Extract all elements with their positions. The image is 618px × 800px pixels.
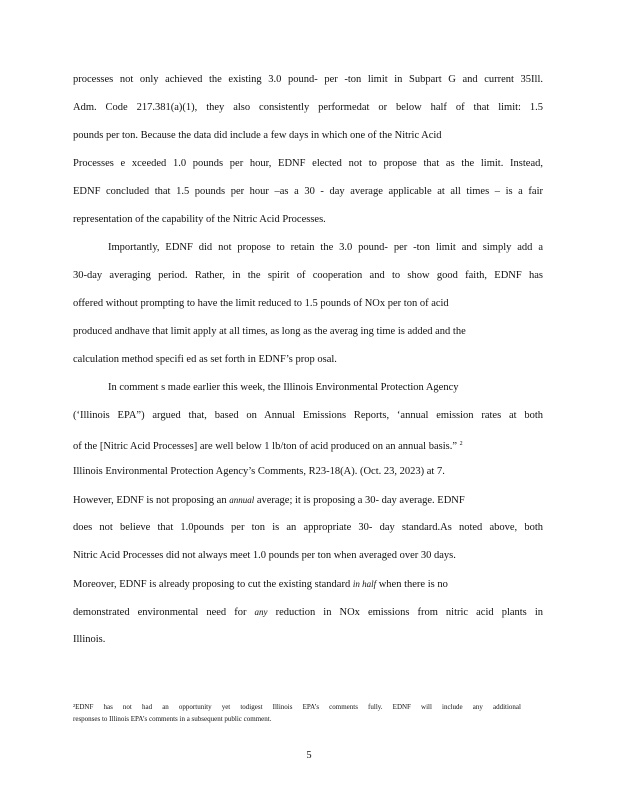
body-line [73,634,543,646]
line-text: average; it is proposing a 30- day average. EDNF [254,495,465,506]
line-text: calculation method specifi ed as set forth in EDNF’s prop osal. [73,354,337,365]
page-number: 5 [306,750,312,761]
body-line [73,214,543,226]
line-text: EDNF concluded that 1.5 pounds per hour –as a 30 - day average applicable at all times – is a fair [73,186,543,197]
body-line [73,158,543,170]
line-text: Adm. Code 217.381(a)(1), they also consistently performedat or below half of that limit: 1.5 [73,102,543,113]
body-line [73,550,543,562]
body-line [73,270,543,282]
body-line [73,606,543,619]
line-text: Illinois Environmental Protection Agency’s Comments, R23-18(A). (Oct. 23, 2023) at 7. [73,466,445,477]
line-text: Moreover, EDNF is already proposing to cut the existing standard [73,579,353,590]
line-text: of the [Nitric Acid Processes] are well below 1 lb/ton of acid produced on an annual basis.” [73,441,460,452]
body-line [73,578,543,591]
body-line [73,326,543,338]
line-text: produced andhave that limit apply at all times, as long as the averag ing time is added and the [73,326,466,337]
body-line [73,438,543,453]
line-text: Processes e xceeded 1.0 pounds per hour, EDNF elected not to propose that as the limit. Instead, [73,158,543,169]
body-line [73,494,543,507]
line-text: 30-day averaging period. Rather, in the spirit of cooperation and to show good faith, EDNF has [73,270,543,281]
line-text: However, EDNF is not proposing an [73,495,230,506]
line-text: processes not only achieved the existing 3.0 pound- per -ton limit in Subpart G and current 35Ill. [73,74,543,85]
emphasized-text: annual [229,495,255,505]
body-line [73,466,543,478]
line-text: pounds per ton. Because the data did include a few days in which one of the Nitric Acid [73,130,442,141]
line-text: Importantly, EDNF did not propose to retain the 3.0 pound- per -ton limit and simply add a [108,242,543,253]
footnote-reference: 2 [459,441,463,447]
footnote-line: ²EDNF has not had an opportunity yet todigest Illinois EPA’s comments fully. EDNF will include any additional [73,703,521,711]
line-text: Nitric Acid Processes did not always meet 1.0 pounds per ton when averaged over 30 days. [73,550,456,561]
line-text: In comment s made earlier this week, the Illinois Environmental Protection Agency [108,382,459,393]
body-line [73,298,543,310]
line-text: does not believe that 1.0pounds per ton is an appropriate 30- day standard.As noted above, both [73,522,543,533]
emphasized-text: any [254,607,268,617]
body-line [73,354,543,366]
footnote-line: responses to Illinois EPA’s comments in a subsequent public comment. [73,715,272,723]
body-line [73,522,543,534]
line-text: demonstrated environmental need for [73,607,255,618]
body-line [73,102,543,114]
emphasized-text: in half [352,579,377,589]
line-text: reduction in NOx emissions from nitric acid plants in [267,607,543,618]
line-text: Illinois. [73,634,106,645]
body-line [73,130,543,142]
line-text: offered without prompting to have the limit reduced to 1.5 pounds of NOx per ton of acid [73,298,449,309]
body-line [108,382,543,394]
line-text: representation of the capability of the Nitric Acid Processes. [73,214,326,225]
body-line [108,242,543,254]
line-text: (‘Illinois EPA”) argued that, based on Annual Emissions Reports, ‘annual emission rates at both [73,410,543,421]
body-line [73,186,543,198]
body-line [73,410,543,422]
line-text: when there is no [376,579,448,590]
body-line [73,74,543,86]
